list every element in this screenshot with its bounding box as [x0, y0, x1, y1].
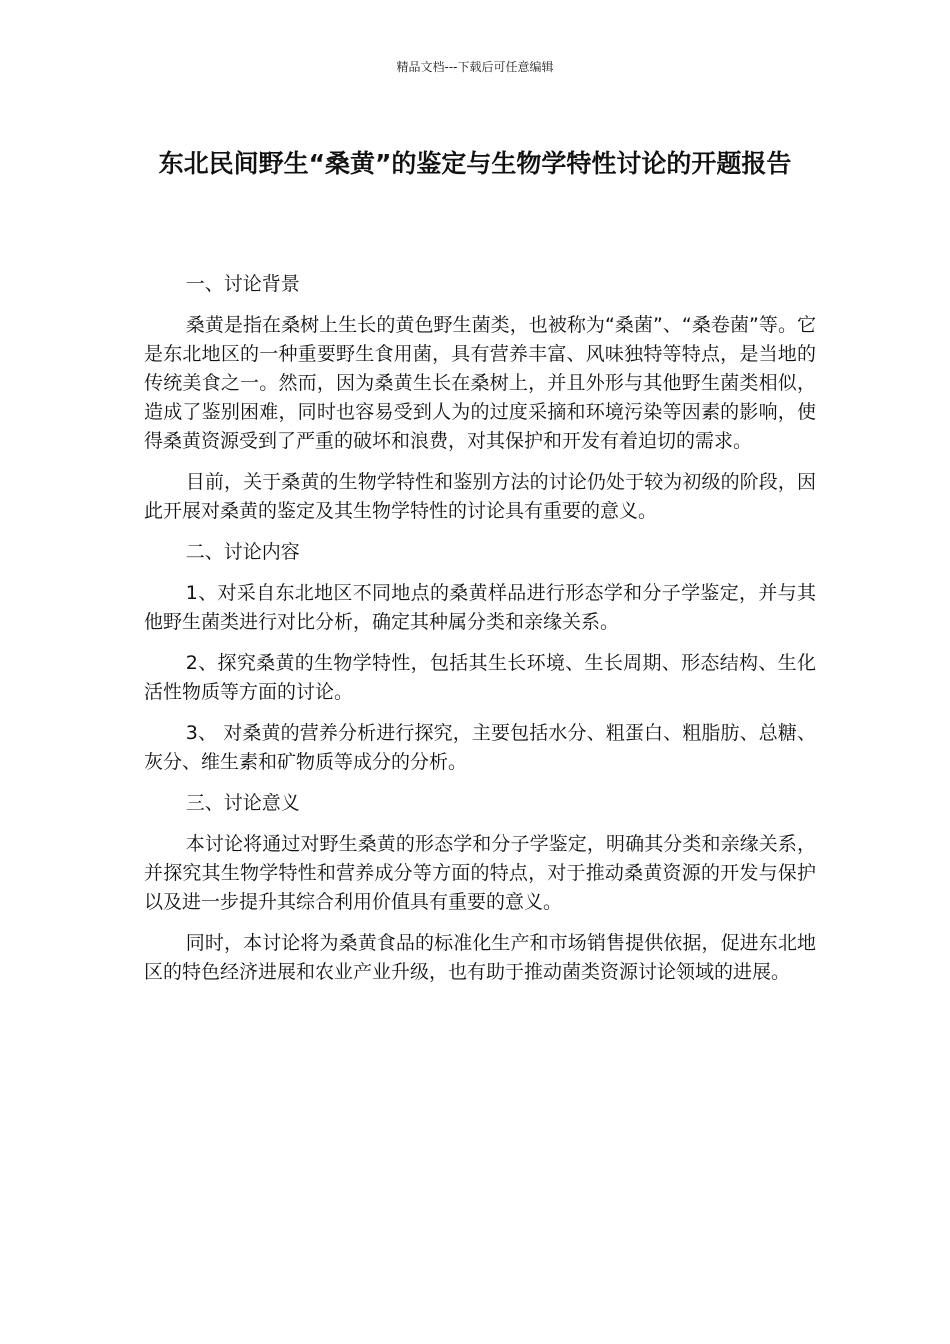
document-body — [144, 270, 816, 999]
paragraph: 3、 对桑黄的营养分析进行探究，主要包括水分、粗蛋白、粗脂肪、总糖、灰分、维生素和矿物质等成分的分析。 — [144, 722, 816, 773]
section-background — [144, 270, 816, 526]
section-significance — [144, 789, 816, 987]
section-content — [144, 538, 816, 777]
paragraph: 桑黄是指在桑树上生长的黄色野生菌类，也被称为“桑菌”、“桑卷菌”等。它是东北地区的一种重要野生食用菌，具有营养丰富、风味独特等特点，是当地的传统美食之一。然而，因为桑黄生长在桑树上，并且外形与其他野生菌类相似，造成了鉴别困难，同时也容易受到人为的过度采摘和环境污染等因素的影响，使得桑黄资源受到了严重的破坏和浪费，对其保护和开发有着迫切的需求。 — [144, 314, 816, 452]
paragraph: 目前，关于桑黄的生物学特性和鉴别方法的讨论仍处于较为初级的阶段，因此开展对桑黄的鉴定及其生物学特性的讨论具有重要的意义。 — [144, 471, 816, 522]
section-heading: 三、讨论意义 — [185, 792, 300, 814]
section-heading: 一、讨论背景 — [185, 273, 300, 295]
paragraph: 同时，本讨论将为桑黄食品的标准化生产和市场销售提供依据，促进东北地区的特色经济进展和农业产业升级，也有助于推动菌类资源讨论领域的进展。 — [144, 932, 816, 983]
header-note: 精品文档---下载后可任意编辑 — [396, 60, 554, 74]
paragraph: 本讨论将通过对野生桑黄的形态学和分子学鉴定，明确其分类和亲缘关系，并探究其生物学特性和营养成分等方面的特点，对于推动桑黄资源的开发与保护以及进一步提升其综合利用价值具有重要的意义。 — [144, 833, 816, 913]
paragraph: 2、探究桑黄的生物学特性，包括其生长环境、生长周期、形态结构、生化活性物质等方面的讨论。 — [144, 652, 816, 703]
section-heading: 二、讨论内容 — [185, 541, 300, 563]
paragraph: 1、对采自东北地区不同地点的桑黄样品进行形态学和分子学鉴定，并与其他野生菌类进行对比分析，确定其种属分类和亲缘关系。 — [144, 582, 816, 633]
document-title: 东北民间野生“桑黄”的鉴定与生物学特性讨论的开题报告 — [158, 149, 792, 178]
